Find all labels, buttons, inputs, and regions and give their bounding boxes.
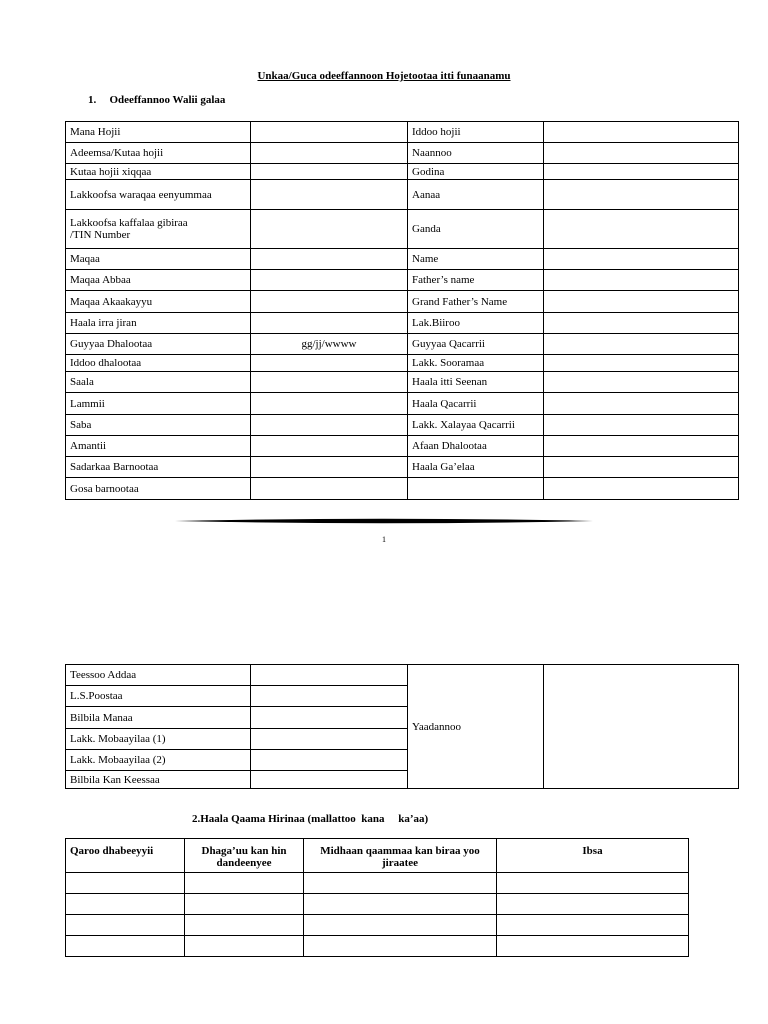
table-row bbox=[66, 270, 739, 291]
field-label: Maqaa Abbaa bbox=[66, 270, 251, 291]
table-cell[interactable] bbox=[497, 873, 689, 894]
remarks-label: Yaadannoo bbox=[408, 665, 544, 789]
table-cell[interactable] bbox=[185, 894, 304, 915]
field-label: Gosa barnootaa bbox=[66, 478, 251, 500]
table-row bbox=[66, 143, 739, 164]
table-cell[interactable] bbox=[66, 915, 185, 936]
field-label: Godina bbox=[408, 164, 544, 180]
field-value-cell[interactable] bbox=[251, 415, 408, 436]
field-value-cell[interactable] bbox=[251, 729, 408, 750]
field-value-cell[interactable] bbox=[251, 313, 408, 334]
date-format-hint[interactable]: gg/jj/wwww bbox=[251, 334, 408, 355]
table-cell[interactable] bbox=[497, 894, 689, 915]
table-cell[interactable] bbox=[185, 873, 304, 894]
column-header: Ibsa bbox=[497, 839, 689, 873]
page-divider bbox=[175, 518, 593, 524]
field-label: Adeemsa/Kutaa hojii bbox=[66, 143, 251, 164]
field-value-cell[interactable] bbox=[544, 478, 739, 500]
field-value-cell[interactable] bbox=[251, 665, 408, 686]
field-label: Iddoo hojii bbox=[408, 122, 544, 143]
table-row bbox=[66, 936, 689, 957]
table-cell[interactable] bbox=[304, 915, 497, 936]
field-label: Lakk. Mobaayilaa (2) bbox=[66, 750, 251, 771]
table-row bbox=[66, 334, 739, 355]
field-value-cell[interactable] bbox=[251, 122, 408, 143]
table-row bbox=[66, 249, 739, 270]
table-row bbox=[66, 436, 739, 457]
field-label: Lakkoofsa waraqaa eenyummaa bbox=[66, 180, 251, 210]
section-1-heading bbox=[88, 94, 225, 106]
disability-table bbox=[65, 838, 689, 957]
field-label: Sadarkaa Barnootaa bbox=[66, 457, 251, 478]
field-label: Grand Father’s Name bbox=[408, 291, 544, 313]
field-label: Afaan Dhalootaa bbox=[408, 436, 544, 457]
table-row bbox=[66, 894, 689, 915]
field-label: Lammii bbox=[66, 393, 251, 415]
table-row bbox=[66, 313, 739, 334]
field-label: Name bbox=[408, 249, 544, 270]
table-row bbox=[66, 164, 739, 180]
field-value-cell[interactable] bbox=[544, 393, 739, 415]
field-label: Kutaa hojii xiqqaa bbox=[66, 164, 251, 180]
field-value-cell[interactable] bbox=[251, 707, 408, 729]
field-label: Saba bbox=[66, 415, 251, 436]
field-label: Haala itti Seenan bbox=[408, 372, 544, 393]
column-header: Dhaga’uu kan hin dandeenyee bbox=[185, 839, 304, 873]
table-cell[interactable] bbox=[497, 936, 689, 957]
field-label: Lakk. Sooramaa bbox=[408, 355, 544, 372]
field-label: Saala bbox=[66, 372, 251, 393]
field-label: Bilbila Manaa bbox=[66, 707, 251, 729]
column-header: Qaroo dhabeeyyii bbox=[66, 839, 185, 873]
general-info-table bbox=[65, 121, 739, 500]
field-value-cell[interactable] bbox=[544, 415, 739, 436]
field-label bbox=[408, 478, 544, 500]
table-cell[interactable] bbox=[497, 915, 689, 936]
field-value-cell[interactable] bbox=[251, 210, 408, 249]
table-row bbox=[66, 457, 739, 478]
field-label: Guyyaa Qacarrii bbox=[408, 334, 544, 355]
field-label: Haala Qacarrii bbox=[408, 393, 544, 415]
field-label: Naannoo bbox=[408, 143, 544, 164]
section-1-number: 1. bbox=[88, 94, 97, 106]
table-cell[interactable] bbox=[185, 936, 304, 957]
field-label: Haala irra jiran bbox=[66, 313, 251, 334]
field-value-cell[interactable] bbox=[251, 686, 408, 707]
field-label: Maqaa Akaakayyu bbox=[66, 291, 251, 313]
field-value-cell[interactable] bbox=[544, 270, 739, 291]
page-number: 1 bbox=[382, 535, 386, 544]
field-label: Iddoo dhalootaa bbox=[66, 355, 251, 372]
field-value-cell[interactable] bbox=[544, 164, 739, 180]
contact-info-table bbox=[65, 664, 739, 789]
field-label: Amantii bbox=[66, 436, 251, 457]
table-row bbox=[66, 355, 739, 372]
table-row bbox=[66, 372, 739, 393]
field-value-cell[interactable] bbox=[251, 164, 408, 180]
field-value-cell[interactable] bbox=[251, 143, 408, 164]
field-value-cell[interactable] bbox=[544, 210, 739, 249]
field-value-cell[interactable] bbox=[251, 436, 408, 457]
field-label bbox=[66, 210, 251, 249]
table-row bbox=[66, 415, 739, 436]
field-value-cell[interactable] bbox=[251, 771, 408, 789]
field-label: Maqaa bbox=[66, 249, 251, 270]
remarks-value-cell[interactable] bbox=[544, 665, 739, 789]
field-label: Aanaa bbox=[408, 180, 544, 210]
column-header: Midhaan qaammaa kan biraa yoo jiraatee bbox=[304, 839, 497, 873]
field-value-cell[interactable] bbox=[251, 249, 408, 270]
table-cell[interactable] bbox=[304, 873, 497, 894]
field-value-cell[interactable] bbox=[544, 143, 739, 164]
section-1-title: Odeeffannoo Walii galaa bbox=[109, 94, 226, 106]
field-label: Lakk. Xalayaa Qacarrii bbox=[408, 415, 544, 436]
table-cell[interactable] bbox=[304, 936, 497, 957]
field-value-cell[interactable] bbox=[251, 270, 408, 291]
table-cell[interactable] bbox=[185, 915, 304, 936]
document-title: Unkaa/Guca odeeffannoon Hojetootaa itti funaanamu bbox=[257, 70, 511, 82]
field-value-cell[interactable] bbox=[544, 355, 739, 372]
table-row bbox=[66, 210, 739, 249]
field-value-cell[interactable] bbox=[251, 478, 408, 500]
field-value-cell[interactable] bbox=[251, 457, 408, 478]
field-value-cell[interactable] bbox=[544, 436, 739, 457]
field-value-cell[interactable] bbox=[544, 334, 739, 355]
field-value-cell[interactable] bbox=[251, 355, 408, 372]
table-cell[interactable] bbox=[66, 936, 185, 957]
field-label: Teessoo Addaa bbox=[66, 665, 251, 686]
field-value-cell[interactable] bbox=[544, 457, 739, 478]
field-label: Haala Ga’elaa bbox=[408, 457, 544, 478]
field-label: Lakk. Mobaayilaa (1) bbox=[66, 729, 251, 750]
table-row bbox=[66, 478, 739, 500]
field-value-cell[interactable] bbox=[251, 750, 408, 771]
field-value-cell[interactable] bbox=[544, 180, 739, 210]
field-label: L.S.Poostaa bbox=[66, 686, 251, 707]
field-value-cell[interactable] bbox=[544, 249, 739, 270]
field-value-cell[interactable] bbox=[544, 291, 739, 313]
table-cell[interactable] bbox=[66, 873, 185, 894]
field-value-cell[interactable] bbox=[251, 393, 408, 415]
table-header-row bbox=[66, 839, 689, 873]
field-label-line-2: /TIN Number bbox=[70, 229, 131, 241]
table-row bbox=[66, 180, 739, 210]
table-row bbox=[66, 122, 739, 143]
table-cell[interactable] bbox=[66, 894, 185, 915]
field-label-line-1: Lakkoofsa kaffalaa gibiraa bbox=[70, 217, 188, 229]
table-row bbox=[66, 291, 739, 313]
field-label: Guyyaa Dhalootaa bbox=[66, 334, 251, 355]
field-label: Bilbila Kan Keessaa bbox=[66, 771, 251, 789]
table-row bbox=[66, 915, 689, 936]
field-label: Ganda bbox=[408, 210, 544, 249]
field-label: Mana Hojii bbox=[66, 122, 251, 143]
field-value-cell[interactable] bbox=[251, 372, 408, 393]
table-row bbox=[66, 873, 689, 894]
table-cell[interactable] bbox=[304, 894, 497, 915]
field-label: Father’s name bbox=[408, 270, 544, 291]
field-label: Lak.Biiroo bbox=[408, 313, 544, 334]
field-value-cell[interactable] bbox=[251, 180, 408, 210]
field-value-cell[interactable] bbox=[544, 122, 739, 143]
section-2-heading: 2.Haala Qaama Hirinaa (mallattoo kana ka’aa) bbox=[192, 813, 429, 825]
table-row bbox=[66, 665, 739, 686]
field-value-cell[interactable] bbox=[251, 291, 408, 313]
field-value-cell[interactable] bbox=[544, 372, 739, 393]
table-row bbox=[66, 393, 739, 415]
field-value-cell[interactable] bbox=[544, 313, 739, 334]
